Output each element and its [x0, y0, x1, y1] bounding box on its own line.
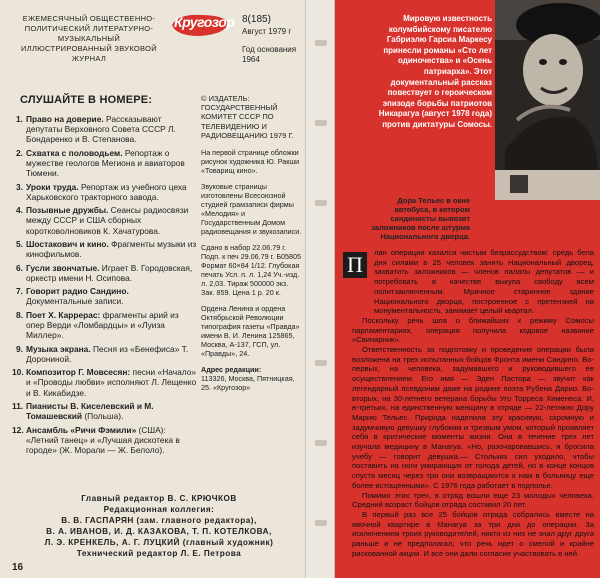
- spine-mark: [315, 360, 327, 366]
- item-title: Уроки труда.: [26, 181, 79, 192]
- item-number: 11.: [12, 400, 24, 411]
- issue-number: 8(185): [242, 14, 271, 25]
- article-paragraph: Ответственность за подготовку и проведение операции была возложена на трех испытанных бойцов Фронта имени Сандино. Во-первых, на человека, задумавшего и руководившего ее осуществлением. Его имя — Эден Пастора — звучит как легендарный псевдоним даже на родине поэта Рубена Дарио. Во-вторых, на 30-летнего ветерана борьбы Уго Торреса Хименеса. И, в-третьих, на единственную женщину в отряде — 22-летнюю Дору Марию Тельес. Природа наделила эту красивую, скромную и задумчивую девушку глубоким и трезвым умом, который проявляет себя в критические моменты жизни. Она в течение трех лет изучала медицину в Манагуа. «Но, разочаровавшись, я бросила учебу — говорит девушка.— Стольких сил уходило, чтобы поставить на ноги умирающих от голода детей, но в конце концов спустя месяц через три они возвращаются к нам в больницу еще более истощенными». С 1976 года работает в подполье.: [352, 345, 594, 490]
- print-details: Сдано в набор 22.06.79 г. Подп. к печ 29.06.79 г. Б05805 Формат 60×84 1/12. Глубокая печать Усл. п. л. 1,24 Уч.-изд. л. 2,03. Тираж 500000 экз. Зак. 859. Цена 1 р. 20 к.: [201, 243, 302, 298]
- item-number: 9.: [16, 343, 23, 354]
- magazine-tagline: ЕЖЕМЕСЯЧНЫЙ ОБЩЕСТВЕННО-ПОЛИТИЧЕСКИЙ ЛИТЕРАТУРНО-МУЗЫКАЛЬНЫЙ ИЛЛЮСТРИРОВАННЫЙ ЗВУКОВОЙ ЖУРНАЛ: [21, 14, 157, 63]
- spine-mark: [315, 440, 327, 446]
- spine-strip: [305, 0, 335, 578]
- item-number: 7.: [16, 286, 23, 297]
- board-line: Л. Э. КРЕНКЕЛЬ, А. Г. ЛУЦКИЙ (главный художник): [44, 538, 274, 547]
- printer-info: Ордена Ленина и ордена Октябрьской Революции типография газеты «Правда» имени В. И. Ленина 125865, Москва, А-137, ГСП, ул. «Правды», 24.: [201, 304, 300, 359]
- list-item: [12, 367, 197, 398]
- item-title: Композитор Г. Мовсесян:: [26, 367, 131, 378]
- drop-cap: П: [343, 252, 367, 278]
- item-title: Шостакович и кино.: [26, 238, 109, 249]
- chief-editor: Главный редактор В. С. КРЮЧКОВ: [81, 494, 237, 503]
- item-title: Говорит радио Сандино.: [26, 286, 129, 297]
- contents-list: [12, 114, 197, 455]
- item-number: 5.: [16, 238, 23, 249]
- item-text: (Польша).: [82, 411, 124, 422]
- item-number: 6.: [16, 262, 23, 273]
- board-line: В. А. ИВАНОВ, И. Д. КАЗАКОВА, Т. П. КОТЕЛКОВА,: [46, 527, 272, 536]
- founded-year: 1964: [242, 55, 260, 64]
- item-text: Репортаж из учебного цеха Харьковского тракторного завода.: [26, 181, 187, 202]
- issue-date: Август 1979 г: [242, 27, 292, 36]
- editorial-staff: [14, 493, 304, 559]
- item-number: 4.: [16, 205, 23, 216]
- item-title: Гусли звончатые.: [26, 262, 100, 273]
- item-text: Играет В. Городовская, оркестр имени Н. Осипова.: [26, 262, 193, 283]
- article-paragraph: Помимо этих трех, в отряд вошли еще 23 молодых человека. Средний возраст бойцов отряда составил 20 лет.: [352, 490, 594, 510]
- address-text: 113326, Москва, Пятницкая, 25. «Кругозор»: [201, 374, 295, 393]
- spine-mark: [315, 200, 327, 206]
- list-item: [12, 182, 197, 202]
- item-number: 12.: [12, 424, 24, 435]
- item-title: Ансамбль «Ричи Фэмили»: [26, 424, 137, 435]
- item-text: фрагменты арий из опер Верди «Ломбардцы» и «Луиза Миллер».: [26, 309, 179, 341]
- list-item: [12, 425, 197, 456]
- item-number: 10.: [12, 367, 24, 378]
- item-title: Право на доверие.: [26, 114, 104, 124]
- list-item: [12, 205, 197, 236]
- tech-editor: Технический редактор Л. Е. Петрова: [76, 549, 242, 558]
- article-intro: Мировую известность колумбийскому писателю Габриэлю Гарсиа Маркесу принесли романы «Сто лет одиночества» и «Осень патриарха». Этот документальный рассказ повествует о героическом эпизоде борьбы патриотов Никарагуа (август 1978 года) против диктатуры Сомосы.: [378, 14, 492, 129]
- founded: [242, 45, 296, 65]
- list-item: [12, 310, 197, 341]
- board-title: Редакционная коллегия:: [103, 505, 215, 514]
- item-text: песни «Начало» и «Проводы любви» исполняют Л. Лещенко и В. Кикабидзе.: [26, 367, 197, 398]
- item-number: 2.: [16, 147, 23, 158]
- publisher: © ИЗДАТЕЛЬ: ГОСУДАРСТВЕННЫЙ КОМИТЕТ СССР ПО ТЕЛЕВИДЕНИЮ И РАДИОВЕЩАНИЮ 1979 Г.: [201, 94, 294, 140]
- founded-label: Год основания: [242, 45, 297, 54]
- item-title: Музыка экрана.: [26, 343, 91, 354]
- sound-credit: Звуковые страницы изготовлены Всесоюзной студией грамзаписи фирмы «Мелодия» и Государственным Домом радиовещания и звукозаписи.: [201, 182, 302, 237]
- editorial-address: [201, 365, 303, 392]
- spine-mark: [315, 520, 327, 526]
- item-number: 8.: [16, 309, 23, 320]
- item-text: Сеансы радиосвязи между СССР и США сборных коротковолновиков К. Хачатурова.: [26, 205, 189, 236]
- article-body: [352, 248, 594, 559]
- address-label: Адрес редакции:: [201, 365, 262, 375]
- list-item: [12, 263, 197, 283]
- item-title: Пианисты В. Киселевский и М. Томашевский: [26, 400, 154, 422]
- imprint-column: [201, 94, 303, 399]
- item-number: 3.: [16, 181, 23, 192]
- spine-mark: [315, 40, 327, 46]
- item-text: Песня из «Бенефиса» Т. Дорониной.: [26, 343, 189, 364]
- photo-caption: Дора Тельес в окне автобуса, в котором сандинисты вывозят заложников после штурма Национального дворца.: [371, 196, 470, 241]
- list-item: [12, 239, 197, 259]
- item-title: Схватка с половодьем.: [26, 147, 123, 158]
- item-title: Позывные дружбы.: [26, 205, 109, 216]
- item-title: Поет Х. Каррерас:: [26, 309, 101, 320]
- article-paragraph: лан операции казался чистым безрассудством: средь бела дня силами в 25 человек занять Национальный дворец, захватить заложников — членов палаты депутатов — и потребовать в качестве выкупа свободу всем политзаключенным. Мрачное старинное здание Национального дворца, построенное с претензией на монументальность, занимает целый квартал.: [374, 248, 594, 316]
- contents: [12, 94, 197, 458]
- list-item: [12, 401, 197, 421]
- cover-credit: На первой странице обложки рисунок художника Ю. Ракши «Товарищ кино».: [201, 148, 300, 176]
- list-item: [12, 148, 197, 179]
- page-number: 16: [12, 562, 24, 573]
- item-text: Документальные записи.: [26, 296, 124, 307]
- item-text: Репортаж о мужестве геологов Мегиона и авиаторов Тюмени.: [26, 147, 185, 179]
- article-paragraph: В первый раз все 25 бойцов отряда собрались вместе на явочной квартире в Манагуа за три дня до операции. За исключением троих руководителей, никто из них не знал друг друга раньше и не предполагал, что речь идет о смелой и крайне рискованной акции. И все они дали согласие участвовать в ней.: [352, 509, 594, 558]
- item-number: 1.: [16, 114, 23, 124]
- list-item: [12, 114, 197, 145]
- item-text: (США): «Летний танец» и «Лучшая дискотека в городе» (Ж. Морали — Ж. Белоло).: [26, 424, 180, 455]
- masthead: [0, 0, 305, 88]
- contents-title: СЛУШАЙТЕ В НОМЕРЕ:: [20, 94, 153, 106]
- list-item: [12, 286, 197, 306]
- list-item: [12, 344, 197, 364]
- spine-mark: [315, 120, 327, 126]
- board-line: В. В. ГАСПАРЯН (зам. главного редактора),: [61, 516, 257, 525]
- item-text: Рассказывают депутаты Верховного Совета СССР Л. Бондаренко и В. Степанова.: [26, 114, 176, 145]
- logo-text: Кругозор: [174, 14, 235, 30]
- item-text: Фрагменты музыки из кинофильмов.: [26, 238, 197, 260]
- article-paragraph: Поскольку речь шла о ближайших к режиму Сомосы парламентариях, операция получила кодовое название «Свинарник».: [352, 315, 594, 345]
